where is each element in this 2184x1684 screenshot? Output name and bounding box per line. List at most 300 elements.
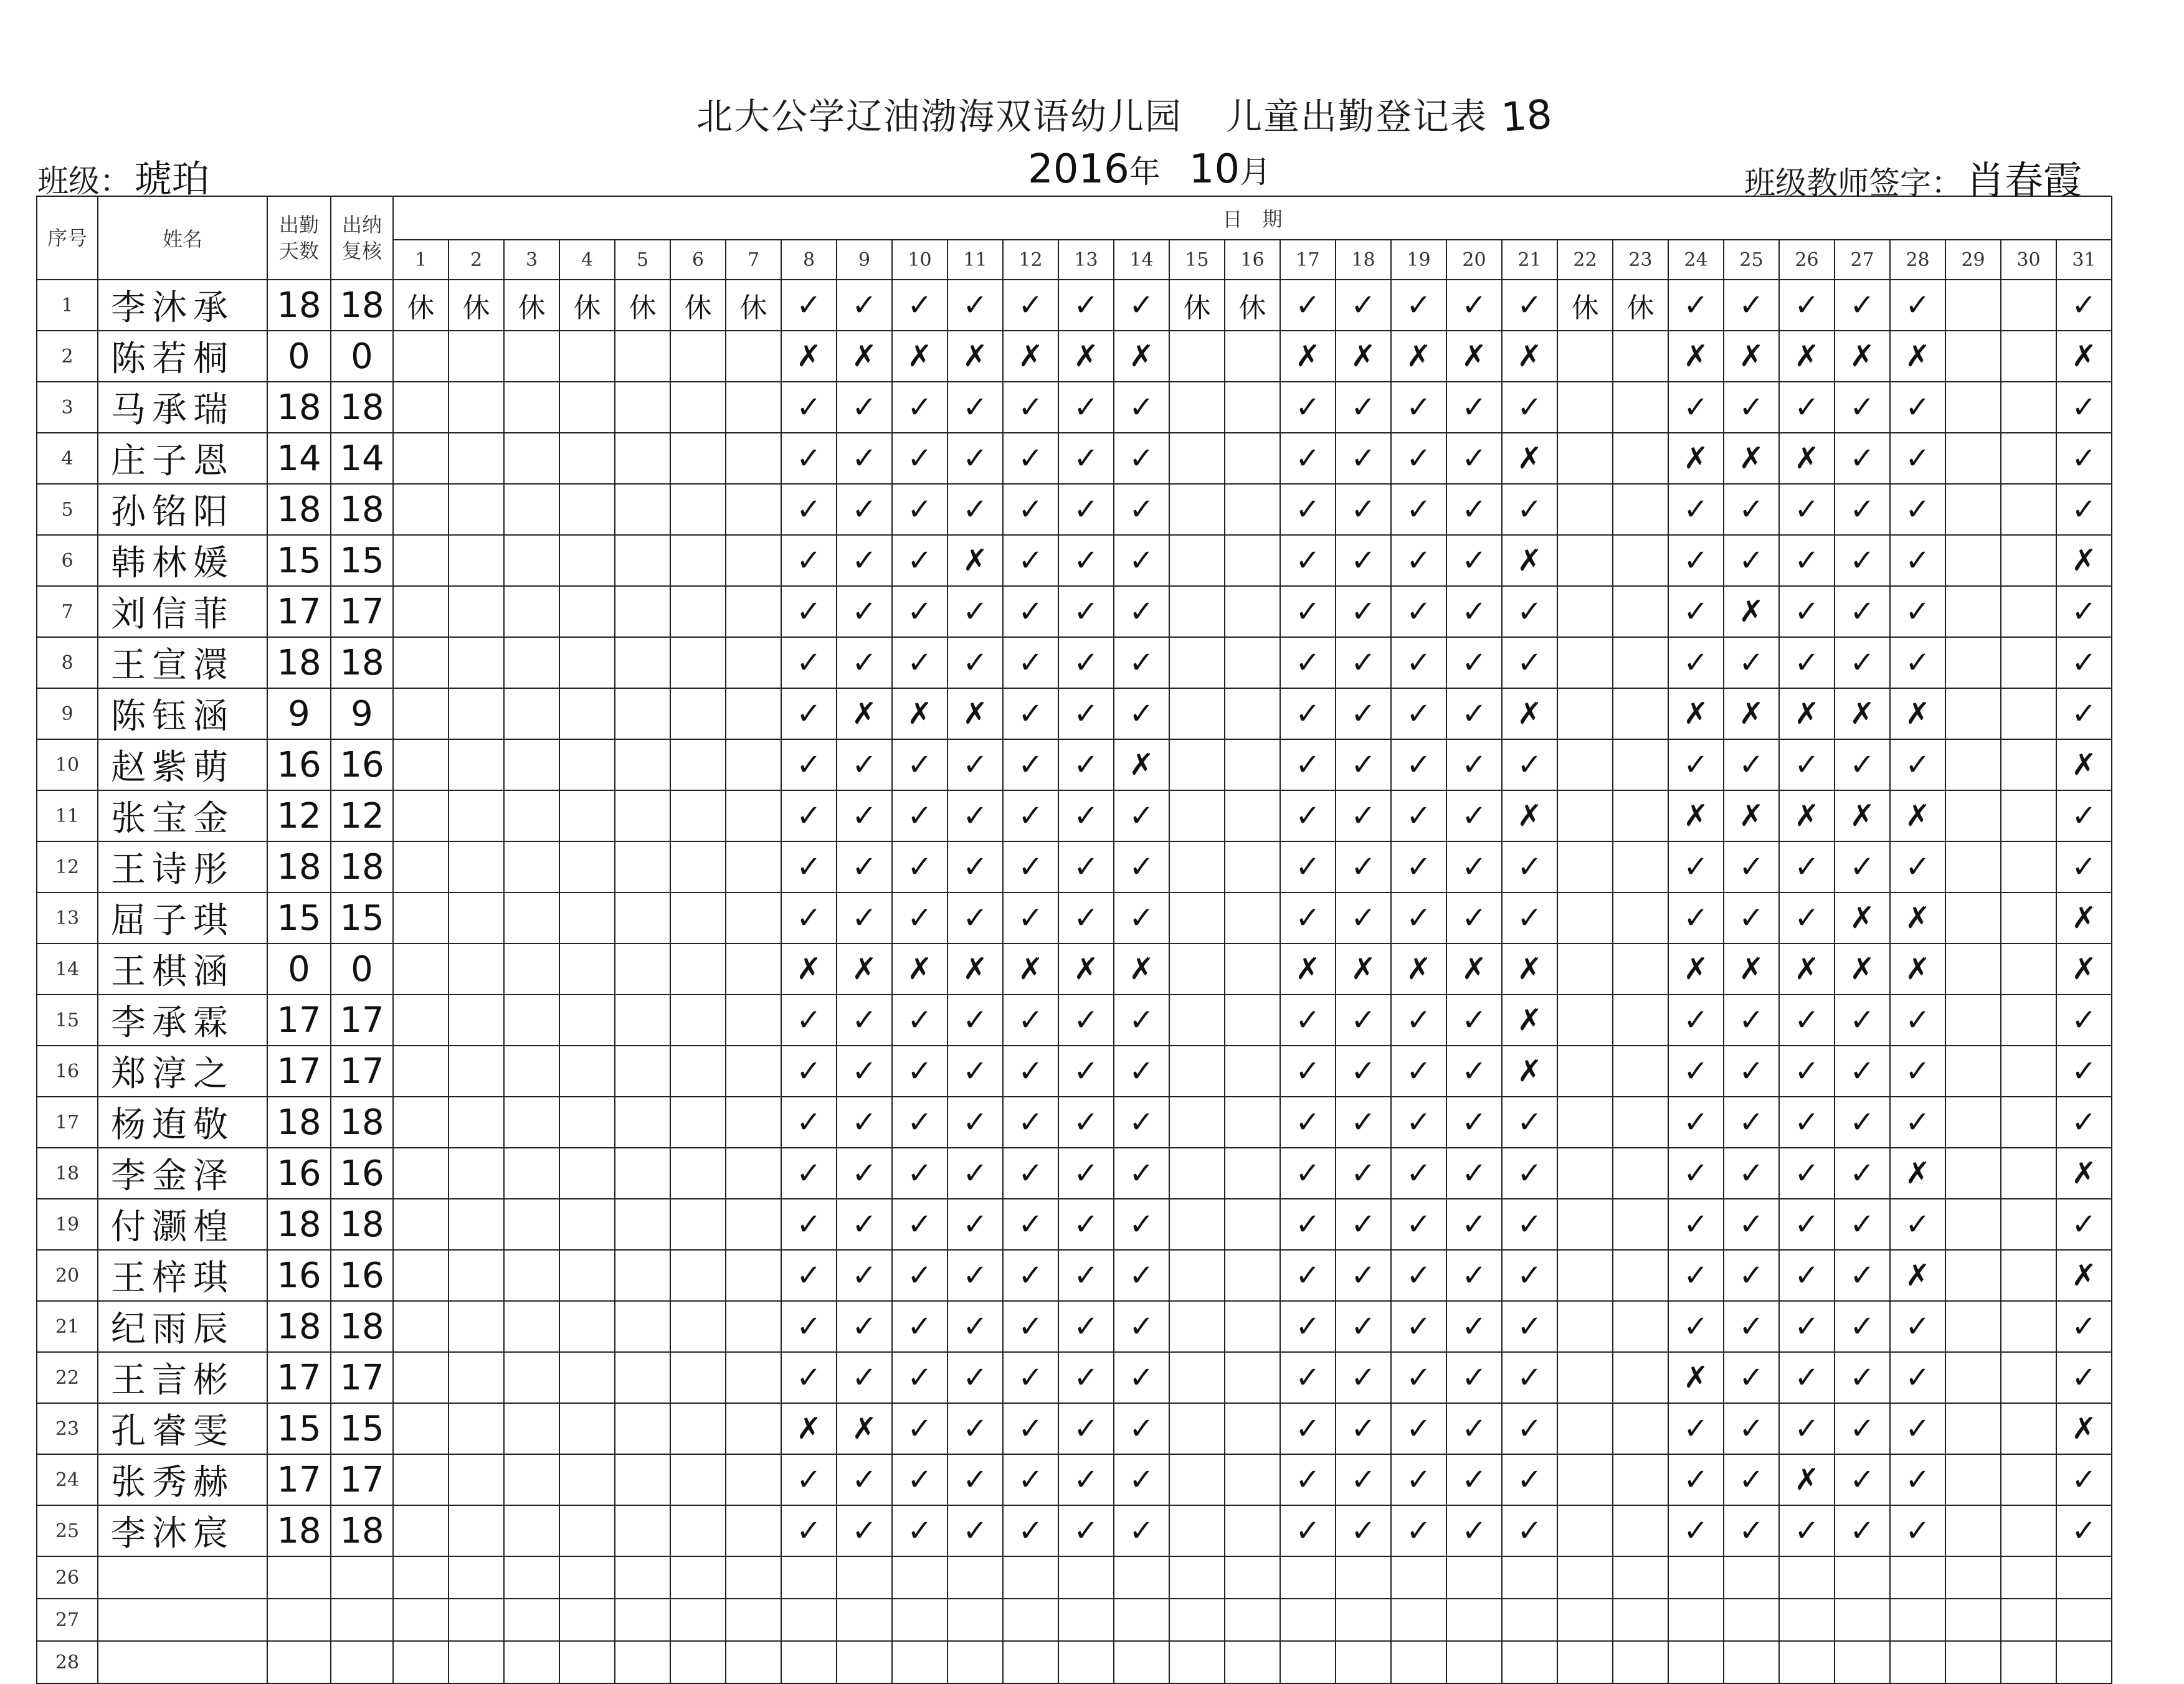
attendance-mark: ✗ (1502, 1046, 1557, 1097)
attendance-mark: ✓ (1114, 1403, 1169, 1454)
attendance-mark (1779, 1599, 1835, 1641)
attendance-mark (393, 1641, 449, 1683)
attendance-mark (1613, 944, 1668, 995)
attendance-mark: ✓ (947, 637, 1003, 688)
day-header: 30 (2001, 240, 2056, 280)
attendance-mark (1613, 1403, 1668, 1454)
header-name: 姓名 (98, 196, 267, 280)
day-header: 11 (947, 240, 1003, 280)
row-index: 22 (37, 1352, 98, 1403)
attendance-mark: ✗ (1114, 739, 1169, 790)
table-row (37, 535, 2112, 586)
attendance-mark (1225, 790, 1280, 841)
attendance-mark (1557, 433, 1613, 484)
attendance-mark (615, 1148, 670, 1199)
attendance-mark: ✓ (1058, 484, 1114, 535)
attendance-mark: ✓ (1280, 1352, 1336, 1403)
attendance-mark (504, 1641, 559, 1683)
handwritten-note: 18 (1499, 92, 1554, 141)
table-row (37, 1301, 2112, 1352)
attendance-mark: ✗ (892, 688, 947, 739)
cashier-check: 18 (331, 637, 393, 688)
attendance-mark: ✓ (1391, 637, 1446, 688)
attendance-mark: ✗ (1779, 433, 1835, 484)
table-row (37, 1046, 2112, 1097)
attendance-mark: 休 (1169, 280, 1225, 331)
attendance-mark: ✓ (1668, 1454, 1724, 1505)
attendance-mark: ✓ (947, 433, 1003, 484)
attendance-mark: ✓ (781, 1148, 837, 1199)
attendance-mark (1613, 433, 1668, 484)
attendance-mark: ✓ (1003, 1148, 1058, 1199)
attendance-mark: ✓ (1890, 535, 1945, 586)
attendance-mark (449, 1097, 504, 1148)
attendance-mark: ✓ (947, 841, 1003, 892)
header-check-line2: 复核 (341, 239, 382, 263)
attendance-mark (1225, 1505, 1280, 1556)
attendance-mark (1557, 484, 1613, 535)
attendance-mark (670, 1505, 726, 1556)
attendance-mark (504, 1250, 559, 1301)
attendance-mark: ✓ (1668, 637, 1724, 688)
row-index: 14 (37, 944, 98, 995)
attendance-mark: ✓ (1058, 1148, 1114, 1199)
attendance-mark: ✓ (947, 1199, 1003, 1250)
attendance-mark: ✓ (1280, 1301, 1336, 1352)
attendance-mark: ✓ (1724, 1403, 1779, 1454)
attendance-mark: ✓ (781, 382, 837, 433)
attendance-days: 18 (267, 1505, 331, 1556)
attendance-mark: ✓ (1058, 280, 1114, 331)
table-row (37, 637, 2112, 688)
attendance-mark: ✓ (892, 586, 947, 637)
attendance-mark: ✓ (1502, 1301, 1557, 1352)
attendance-mark: ✓ (1391, 1352, 1446, 1403)
cashier-check: 14 (331, 433, 393, 484)
attendance-mark: ✓ (1280, 280, 1336, 331)
cashier-check (331, 1641, 393, 1683)
row-index: 2 (37, 331, 98, 382)
attendance-mark (1668, 1599, 1724, 1641)
attendance-mark (559, 1641, 615, 1683)
attendance-mark (504, 1403, 559, 1454)
attendance-mark (2001, 1556, 2056, 1599)
attendance-mark (1557, 944, 1613, 995)
day-header: 7 (726, 240, 781, 280)
attendance-mark (615, 1505, 670, 1556)
attendance-days: 12 (267, 790, 331, 841)
table-row (37, 433, 2112, 484)
attendance-mark: ✓ (1058, 841, 1114, 892)
attendance-mark: ✓ (947, 484, 1003, 535)
attendance-mark (449, 382, 504, 433)
attendance-mark: ✓ (1114, 1199, 1169, 1250)
attendance-days: 16 (267, 1250, 331, 1301)
day-header: 3 (504, 240, 559, 280)
attendance-mark: ✓ (892, 739, 947, 790)
attendance-days: 15 (267, 535, 331, 586)
attendance-mark: 休 (615, 280, 670, 331)
attendance-mark: ✓ (1114, 995, 1169, 1046)
attendance-mark: ✓ (1446, 1148, 1502, 1199)
attendance-mark: ✓ (892, 1199, 947, 1250)
attendance-mark (1613, 535, 1668, 586)
attendance-mark (393, 1250, 449, 1301)
attendance-mark (1945, 637, 2001, 688)
attendance-mark (449, 1641, 504, 1683)
attendance-mark: ✓ (1058, 688, 1114, 739)
attendance-mark: ✓ (781, 637, 837, 688)
attendance-table (36, 196, 2112, 1684)
attendance-mark (1225, 1250, 1280, 1301)
attendance-mark: ✓ (1280, 688, 1336, 739)
attendance-mark (670, 331, 726, 382)
day-header: 10 (892, 240, 947, 280)
attendance-mark (1613, 484, 1668, 535)
attendance-mark: ✓ (1446, 1352, 1502, 1403)
attendance-mark (393, 995, 449, 1046)
attendance-mark (1945, 586, 2001, 637)
attendance-mark (1613, 1301, 1668, 1352)
attendance-mark: ✗ (1779, 790, 1835, 841)
attendance-mark: ✓ (1835, 1352, 1890, 1403)
attendance-mark (1613, 892, 1668, 944)
attendance-mark: ✓ (1668, 1403, 1724, 1454)
attendance-mark (449, 892, 504, 944)
attendance-days (267, 1641, 331, 1683)
attendance-mark: ✓ (1502, 1250, 1557, 1301)
table-row (37, 331, 2112, 382)
attendance-mark: ✗ (1668, 688, 1724, 739)
day-header: 28 (1890, 240, 1945, 280)
attendance-mark (1613, 382, 1668, 433)
attendance-mark: ✓ (781, 433, 837, 484)
attendance-mark: ✗ (1724, 688, 1779, 739)
child-name: 刘信菲 (98, 586, 267, 637)
attendance-mark (559, 739, 615, 790)
attendance-mark: ✓ (1391, 1148, 1446, 1199)
attendance-mark: ✗ (2056, 535, 2112, 586)
day-header: 13 (1058, 240, 1114, 280)
attendance-mark (1557, 1454, 1613, 1505)
attendance-mark (1114, 1556, 1169, 1599)
attendance-mark (726, 637, 781, 688)
attendance-mark (726, 1641, 781, 1683)
attendance-mark: ✓ (1668, 1250, 1724, 1301)
attendance-mark: ✓ (781, 484, 837, 535)
attendance-mark (1945, 1301, 2001, 1352)
attendance-mark (1169, 637, 1225, 688)
attendance-mark: ✓ (947, 1301, 1003, 1352)
attendance-mark: ✓ (1003, 1199, 1058, 1250)
attendance-mark: ✓ (1058, 1454, 1114, 1505)
attendance-mark (1169, 944, 1225, 995)
attendance-mark: ✗ (1890, 892, 1945, 944)
attendance-mark (1945, 995, 2001, 1046)
attendance-mark (504, 535, 559, 586)
attendance-days: 17 (267, 586, 331, 637)
attendance-mark (1169, 790, 1225, 841)
attendance-mark: ✓ (1668, 841, 1724, 892)
teacher-label: 班级教师签字： (1744, 165, 1962, 201)
attendance-mark (1169, 995, 1225, 1046)
attendance-mark: ✓ (837, 280, 892, 331)
attendance-mark: ✓ (1058, 892, 1114, 944)
attendance-mark: ✓ (892, 1046, 947, 1097)
row-index: 15 (37, 995, 98, 1046)
attendance-mark: ✗ (2056, 1403, 2112, 1454)
cashier-check: 17 (331, 1352, 393, 1403)
attendance-days: 0 (267, 944, 331, 995)
attendance-mark: ✓ (1779, 1403, 1835, 1454)
attendance-mark (1613, 1505, 1668, 1556)
cashier-check: 0 (331, 944, 393, 995)
attendance-mark: ✓ (1058, 739, 1114, 790)
attendance-days: 0 (267, 331, 331, 382)
attendance-mark: ✗ (1502, 331, 1557, 382)
attendance-mark: ✓ (1668, 535, 1724, 586)
attendance-mark (393, 484, 449, 535)
attendance-mark (2001, 535, 2056, 586)
class-name: 琥珀 (135, 158, 209, 201)
attendance-mark: ✓ (1446, 484, 1502, 535)
attendance-mark: ✗ (1502, 688, 1557, 739)
row-index: 12 (37, 841, 98, 892)
attendance-mark: ✓ (1114, 1046, 1169, 1097)
attendance-mark (393, 1505, 449, 1556)
attendance-mark (1391, 1599, 1446, 1641)
day-header: 21 (1502, 240, 1557, 280)
cashier-check: 18 (331, 484, 393, 535)
attendance-mark (726, 790, 781, 841)
attendance-mark (393, 331, 449, 382)
attendance-mark (726, 1599, 781, 1641)
attendance-mark (1945, 1199, 2001, 1250)
attendance-mark: ✓ (1835, 1505, 1890, 1556)
attendance-mark: ✓ (947, 1454, 1003, 1505)
attendance-mark (670, 944, 726, 995)
attendance-mark: ✓ (892, 995, 947, 1046)
attendance-mark (726, 1403, 781, 1454)
attendance-mark (670, 484, 726, 535)
attendance-mark: ✓ (781, 995, 837, 1046)
attendance-mark: ✓ (1391, 688, 1446, 739)
attendance-mark (449, 1599, 504, 1641)
attendance-days: 9 (267, 688, 331, 739)
attendance-mark: ✓ (1502, 892, 1557, 944)
attendance-mark (1557, 637, 1613, 688)
attendance-mark: ✓ (1724, 1097, 1779, 1148)
day-header: 4 (559, 240, 615, 280)
attendance-days: 14 (267, 433, 331, 484)
attendance-mark: ✓ (1336, 688, 1391, 739)
attendance-mark (559, 688, 615, 739)
cashier-check: 15 (331, 892, 393, 944)
attendance-mark (449, 1454, 504, 1505)
child-name: 王言彬 (98, 1352, 267, 1403)
attendance-mark (781, 1599, 837, 1641)
month-value: 10 (1189, 146, 1240, 192)
attendance-mark: ✗ (2056, 1250, 2112, 1301)
attendance-mark: ✓ (837, 995, 892, 1046)
child-name: 韩林媛 (98, 535, 267, 586)
attendance-mark: ✓ (1446, 739, 1502, 790)
day-header: 20 (1446, 240, 1502, 280)
attendance-mark (559, 382, 615, 433)
attendance-mark (2001, 484, 2056, 535)
attendance-mark: ✗ (1890, 688, 1945, 739)
attendance-mark (615, 1454, 670, 1505)
attendance-mark (559, 1199, 615, 1250)
attendance-mark: ✓ (1890, 1403, 1945, 1454)
attendance-mark (1225, 1352, 1280, 1403)
attendance-mark (1225, 739, 1280, 790)
table-row (37, 739, 2112, 790)
attendance-mark: ✗ (837, 1403, 892, 1454)
attendance-mark: ✓ (1779, 1352, 1835, 1403)
attendance-mark (1169, 1505, 1225, 1556)
attendance-mark: ✓ (947, 1148, 1003, 1199)
attendance-mark (1169, 382, 1225, 433)
attendance-mark: ✓ (1779, 995, 1835, 1046)
attendance-mark: ✓ (1280, 739, 1336, 790)
attendance-mark (1280, 1599, 1336, 1641)
attendance-mark (615, 586, 670, 637)
attendance-mark: ✓ (1835, 739, 1890, 790)
row-index: 13 (37, 892, 98, 944)
attendance-mark: ✓ (1779, 1301, 1835, 1352)
attendance-mark: ✓ (1779, 382, 1835, 433)
attendance-mark: ✓ (1114, 688, 1169, 739)
day-header: 14 (1114, 240, 1169, 280)
attendance-mark: ✗ (892, 944, 947, 995)
attendance-mark (670, 1641, 726, 1683)
table-row (37, 944, 2112, 995)
attendance-mark: ✓ (1336, 1199, 1391, 1250)
attendance-mark (1446, 1641, 1502, 1683)
attendance-mark (504, 944, 559, 995)
attendance-mark: ✗ (1336, 944, 1391, 995)
attendance-mark (559, 1352, 615, 1403)
attendance-mark: ✗ (1668, 944, 1724, 995)
attendance-mark: ✓ (1058, 1505, 1114, 1556)
attendance-mark: ✓ (1668, 484, 1724, 535)
attendance-mark: ✓ (947, 892, 1003, 944)
row-index: 18 (37, 1148, 98, 1199)
table-row (37, 1352, 2112, 1403)
attendance-mark: ✓ (1835, 1454, 1890, 1505)
attendance-mark (892, 1641, 947, 1683)
row-index: 8 (37, 637, 98, 688)
attendance-mark: ✓ (1336, 1046, 1391, 1097)
attendance-mark (670, 739, 726, 790)
attendance-mark: ✓ (892, 280, 947, 331)
attendance-mark (449, 739, 504, 790)
attendance-mark (504, 1505, 559, 1556)
attendance-mark: ✓ (1003, 1250, 1058, 1301)
attendance-days: 17 (267, 1454, 331, 1505)
attendance-mark (559, 1403, 615, 1454)
attendance-mark: 休 (726, 280, 781, 331)
cashier-check (331, 1556, 393, 1599)
attendance-mark: ✓ (1724, 1301, 1779, 1352)
cashier-check: 17 (331, 995, 393, 1046)
attendance-mark: ✓ (1391, 1403, 1446, 1454)
attendance-mark: ✓ (1058, 1097, 1114, 1148)
attendance-mark (1724, 1599, 1779, 1641)
child-name: 李沐宸 (98, 1505, 267, 1556)
attendance-mark: ✓ (1336, 280, 1391, 331)
attendance-mark: ✓ (947, 1505, 1003, 1556)
attendance-mark (449, 1352, 504, 1403)
attendance-mark (837, 1641, 892, 1683)
attendance-mark (2001, 1599, 2056, 1641)
attendance-mark: ✓ (1890, 586, 1945, 637)
attendance-mark (1225, 995, 1280, 1046)
attendance-mark (1557, 1250, 1613, 1301)
attendance-mark (1945, 484, 2001, 535)
attendance-mark: ✓ (1668, 892, 1724, 944)
attendance-mark (559, 1301, 615, 1352)
attendance-mark (1169, 688, 1225, 739)
attendance-mark (1169, 739, 1225, 790)
attendance-mark (781, 1556, 837, 1599)
attendance-mark (1613, 1641, 1668, 1683)
attendance-mark: ✓ (947, 1097, 1003, 1148)
attendance-mark: ✓ (1003, 382, 1058, 433)
attendance-mark (1169, 892, 1225, 944)
cashier-check: 15 (331, 1403, 393, 1454)
child-name: 张宝金 (98, 790, 267, 841)
attendance-mark (393, 637, 449, 688)
attendance-mark: ✓ (1058, 382, 1114, 433)
attendance-mark: ✓ (1114, 1505, 1169, 1556)
attendance-mark: ✓ (1336, 382, 1391, 433)
attendance-mark (393, 1403, 449, 1454)
attendance-mark (504, 1301, 559, 1352)
attendance-mark: ✗ (837, 688, 892, 739)
attendance-mark (504, 1352, 559, 1403)
attendance-mark: ✓ (892, 790, 947, 841)
attendance-mark: ✓ (1114, 1352, 1169, 1403)
attendance-mark (1446, 1556, 1502, 1599)
cashier-check: 17 (331, 1046, 393, 1097)
attendance-mark (559, 484, 615, 535)
attendance-mark (670, 1454, 726, 1505)
attendance-mark (1945, 790, 2001, 841)
attendance-mark: ✓ (1724, 739, 1779, 790)
attendance-mark (559, 944, 615, 995)
attendance-mark: ✓ (781, 892, 837, 944)
attendance-mark (504, 739, 559, 790)
attendance-mark (726, 841, 781, 892)
attendance-mark (393, 1097, 449, 1148)
attendance-mark: ✓ (1779, 1046, 1835, 1097)
attendance-mark (1114, 1641, 1169, 1683)
attendance-mark (670, 1599, 726, 1641)
attendance-mark: ✓ (837, 433, 892, 484)
table-row (37, 1250, 2112, 1301)
row-index: 19 (37, 1199, 98, 1250)
attendance-mark: ✓ (1003, 586, 1058, 637)
attendance-mark (615, 1046, 670, 1097)
attendance-mark (449, 1301, 504, 1352)
attendance-mark (559, 1505, 615, 1556)
attendance-mark (559, 1250, 615, 1301)
attendance-mark: ✓ (892, 1250, 947, 1301)
attendance-mark (1058, 1641, 1114, 1683)
attendance-mark (1945, 1454, 2001, 1505)
